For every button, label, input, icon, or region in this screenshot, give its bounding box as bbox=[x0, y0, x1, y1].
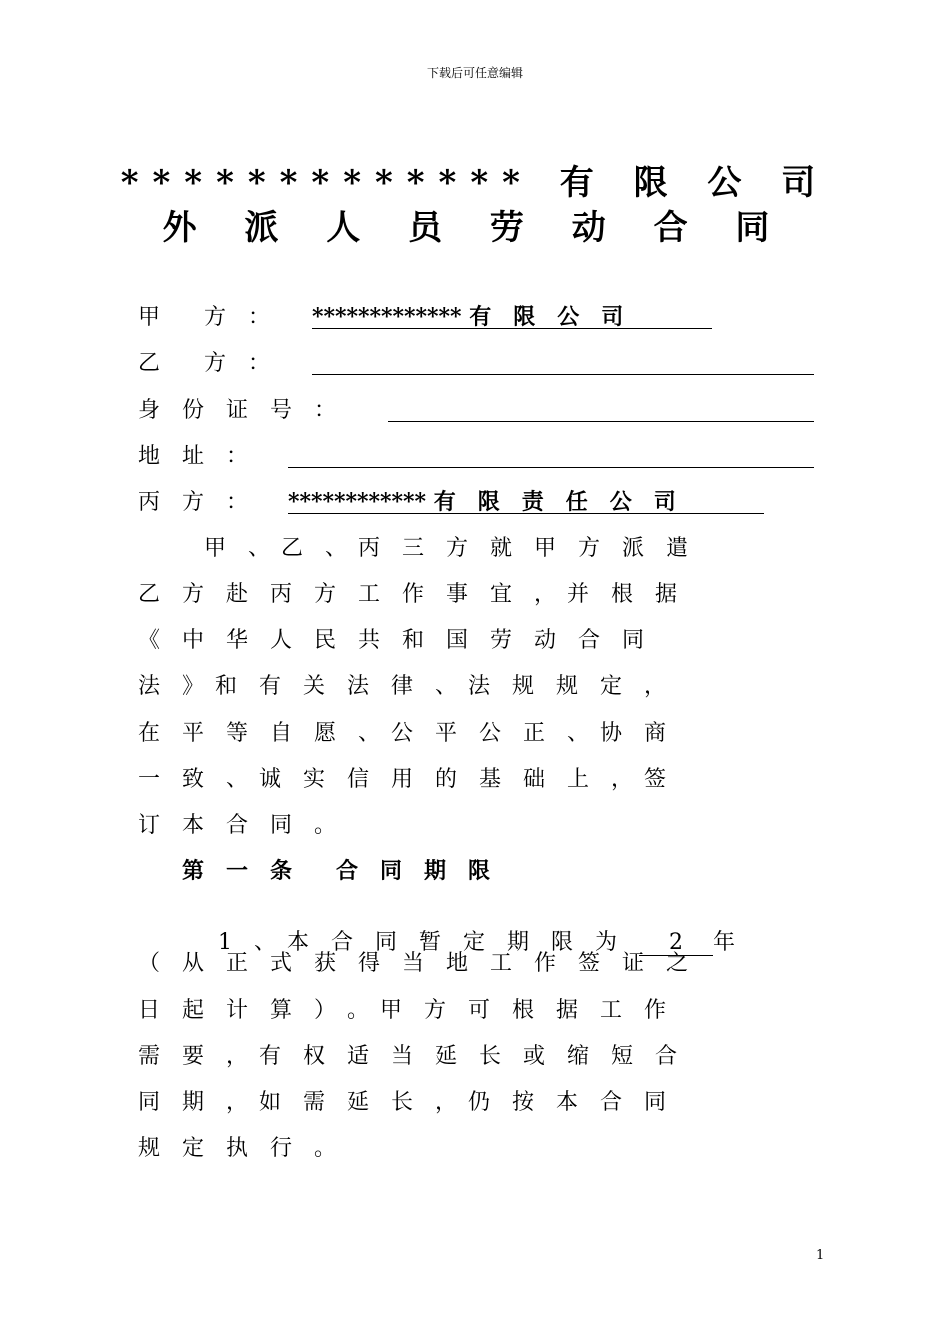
clause-1-line: 规 定 执 行 。 bbox=[138, 1136, 337, 1161]
preamble-line: 甲 、 乙 、 丙 三 方 就 甲 方 派 遣 bbox=[138, 536, 689, 561]
id-label: 身 份 证 号 ： bbox=[138, 398, 337, 423]
contract-years: 2 bbox=[639, 930, 713, 956]
section-1-title: 第 一 条 合 同 期 限 bbox=[138, 858, 491, 884]
preamble-line: 一 致 、 诚 实 信 用 的 基 础 上 ， 签 bbox=[138, 767, 667, 792]
party-c-row bbox=[138, 485, 818, 515]
party-a-value: ************* 有 限 公 司 bbox=[312, 300, 712, 329]
address-blank bbox=[288, 439, 814, 468]
page-number: 1 bbox=[816, 1248, 825, 1263]
preamble-line: 《 中 华 人 民 共 和 国 劳 动 合 同 bbox=[138, 628, 645, 653]
preamble-line: 在 平 等 自 愿 、 公 平 公 正 、 协 商 bbox=[138, 721, 667, 746]
address-row bbox=[138, 439, 818, 469]
address-label: 地 址 ： bbox=[138, 444, 249, 469]
clause-1-line bbox=[138, 900, 818, 955]
party-a-label: 甲 方 ： bbox=[138, 305, 271, 330]
preamble-line: 订 本 合 同 。 bbox=[138, 813, 337, 838]
id-blank bbox=[388, 393, 814, 422]
header-note: 下载后可任意编辑 bbox=[426, 66, 523, 80]
title-company: ************* 有 限 公 司 bbox=[120, 163, 830, 203]
id-row bbox=[138, 393, 818, 423]
party-b-label: 乙 方 ： bbox=[138, 351, 271, 376]
party-b-row bbox=[138, 346, 818, 376]
party-a-row bbox=[138, 300, 818, 330]
clause-1-suffix: 年 bbox=[713, 930, 736, 955]
party-b-blank bbox=[312, 346, 814, 375]
clause-1-line: 需 要 ， 有 权 适 当 延 长 或 缩 短 合 bbox=[138, 1044, 678, 1069]
party-c-label: 丙 方 ： bbox=[138, 490, 249, 515]
clause-1-line: 日 起 计 算 ） 。 甲 方 可 根 据 工 作 bbox=[138, 998, 667, 1023]
title-contract: 外 派 人 员 劳 动 合 同 bbox=[162, 208, 788, 248]
preamble-line: 法 》 和 有 关 法 律 、 法 规 规 定 ， bbox=[138, 674, 667, 699]
clause-1-line: （ 从 正 式 获 得 当 地 工 作 签 证 之 bbox=[138, 951, 689, 976]
clause-1-prefix: 1 、 本 合 同 暂 定 期 限 为 bbox=[152, 930, 639, 955]
party-c-value: ************ 有 限 责 任 公 司 bbox=[288, 485, 764, 514]
preamble-line: 乙 方 赴 丙 方 工 作 事 宜 ， 并 根 据 bbox=[138, 582, 678, 607]
clause-1-line: 同 期 ， 如 需 延 长 ， 仍 按 本 合 同 bbox=[138, 1090, 667, 1115]
